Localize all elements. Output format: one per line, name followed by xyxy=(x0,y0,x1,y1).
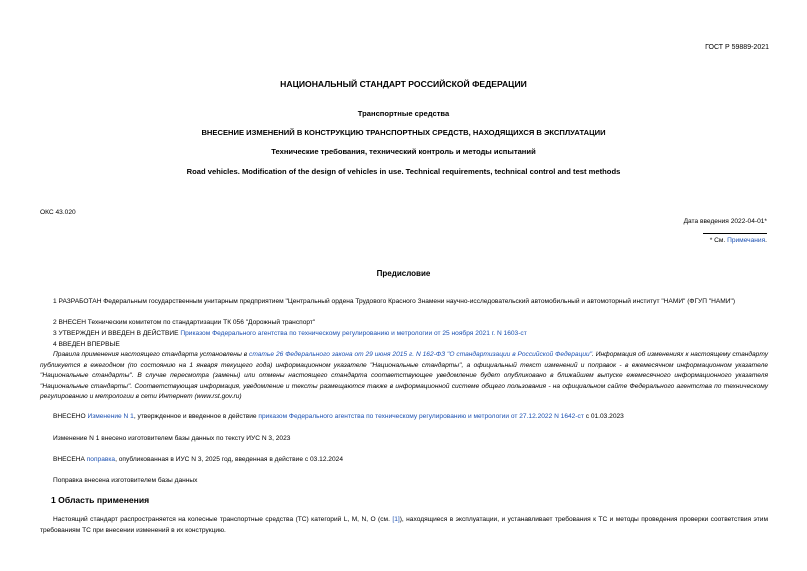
rules-text-end: . Информация об изменениях к настоящему стандарту публикуется в ежегодном (по состоянию на 1 января текущего года) информационном указателе "Национальные стандарты", а официальный текст изменений и поправок - в ежемесячном информационном указателе "Национальные стандарты". В случае пересмотра (замены) или отмены настоящего стандарта соответствующее уведомление будет опубликовано в ближайшем выпуске ежемесячного информационного указателя "Национальные стандарты". Соответствующая информация, уведомление и тексты размещаются также в информационной системе общего пользования - на официальном сайте Федерального агентства по техническому регулированию и метрологии в сети Интернет (www.rst.gov.ru) xyxy=(40,351,768,400)
preface-item-1: 1 РАЗРАБОТАН Федеральным государственным унитарным предприятием "Центральный ордена Трудового Красного Знамени научно-исследовательский автомобильный и автомоторный институт "НАМИ" (ФГУП "НАМИ") xyxy=(53,298,736,305)
amendment-1-link[interactable]: Изменение N 1 xyxy=(87,413,134,420)
footnote-divider xyxy=(703,233,767,234)
preface-item-3 xyxy=(40,329,768,340)
order-link[interactable]: Приказом Федерального агентства по техническому регулированию и метрологии от 25 ноября 2021 г. N 1603-ст xyxy=(180,330,527,337)
preface-item-2: 2 ВНЕСЕН Техническим комитетом по стандартизации ТК 056 "Дорожный транспорт" xyxy=(53,319,316,326)
standard-heading: НАЦИОНАЛЬНЫЙ СТАНДАРТ РОССИЙСКОЙ ФЕДЕРАЦИИ xyxy=(280,79,527,89)
reference-link[interactable]: [1] xyxy=(392,516,400,523)
amendment-order-link[interactable]: приказом Федерального агентства по техническому регулированию и метрологии от 27.12.2022 N 1642-ст xyxy=(258,413,584,420)
section-1-text-end: ), находящиеся в эксплуатации, и устанавливает требования к ТС и методы проведения проверки соответствия этим требованиям ТС при внесении изменений в их конструкцию. xyxy=(40,516,768,534)
correction-note: Поправка внесена изготовителем базы данных xyxy=(53,477,198,484)
rules-text-start: Правила применения настоящего стандарта установлены в xyxy=(53,351,250,358)
federal-law-link[interactable]: статье 26 Федерального закона от 29 июня 2015 г. N 162-ФЗ "О стандартизации в Российской Федерации" xyxy=(249,351,593,358)
preface-item-4: 4 ВВЕДЕН ВПЕРВЫЕ xyxy=(53,341,120,348)
amendment-1-text: ВНЕСЕНО xyxy=(53,413,88,420)
footnote xyxy=(710,237,767,244)
correction-text: ВНЕСЕНА xyxy=(53,456,87,463)
amendment-1-date: с 01.03.2023 xyxy=(583,413,624,420)
preface-heading: Предисловие xyxy=(376,269,431,278)
amendment-1-text-2: , утвержденное и введенное в действие xyxy=(133,413,259,420)
amendment-note: Изменение N 1 внесено изготовителем базы данных по тексту ИУС N 3, 2023 xyxy=(53,435,291,442)
document-subtitle: Транспортные средства xyxy=(357,109,450,118)
document-title: ВНЕСЕНИЕ ИЗМЕНЕНИЙ В КОНСТРУКЦИЮ ТРАНСПОРТНЫХ СРЕДСТВ, НАХОДЯЩИХСЯ В ЭКСПЛУАТАЦИИ xyxy=(201,128,606,137)
footnote-link[interactable]: Примечания xyxy=(727,237,766,244)
section-1-text xyxy=(40,515,768,536)
document-code: ГОСТ Р 59889-2021 xyxy=(705,44,769,51)
oks-code: ОКС 43.020 xyxy=(40,209,76,216)
amendment-1 xyxy=(40,412,768,423)
document-title-tech: Технические требования, технический контроль и методы испытаний xyxy=(271,147,536,156)
section-1-text-start: Настоящий стандарт распространяется на колесные транспортные средства (ТС) категорий L, M, N, O (см. xyxy=(53,516,393,523)
footnote-suffix: . xyxy=(765,237,767,244)
footnote-prefix: * См. xyxy=(709,237,728,244)
section-1-heading: 1 Область применения xyxy=(51,495,150,505)
document-title-en: Road vehicles. Modification of the design of vehicles in use. Technical requirements, technical control and test methods xyxy=(186,167,621,176)
preface-item-3-label: 3 УТВЕРЖДЕН И ВВЕДЕН В ДЕЙСТВИЕ xyxy=(53,330,181,337)
correction xyxy=(40,455,768,466)
intro-date: Дата введения 2022-04-01* xyxy=(683,218,767,225)
preface-rules xyxy=(40,350,768,403)
correction-link[interactable]: поправка xyxy=(86,456,116,463)
correction-text-2: , опубликованная в ИУС N 3, 2025 год, введенная в действие с 03.12.2024 xyxy=(115,456,343,463)
